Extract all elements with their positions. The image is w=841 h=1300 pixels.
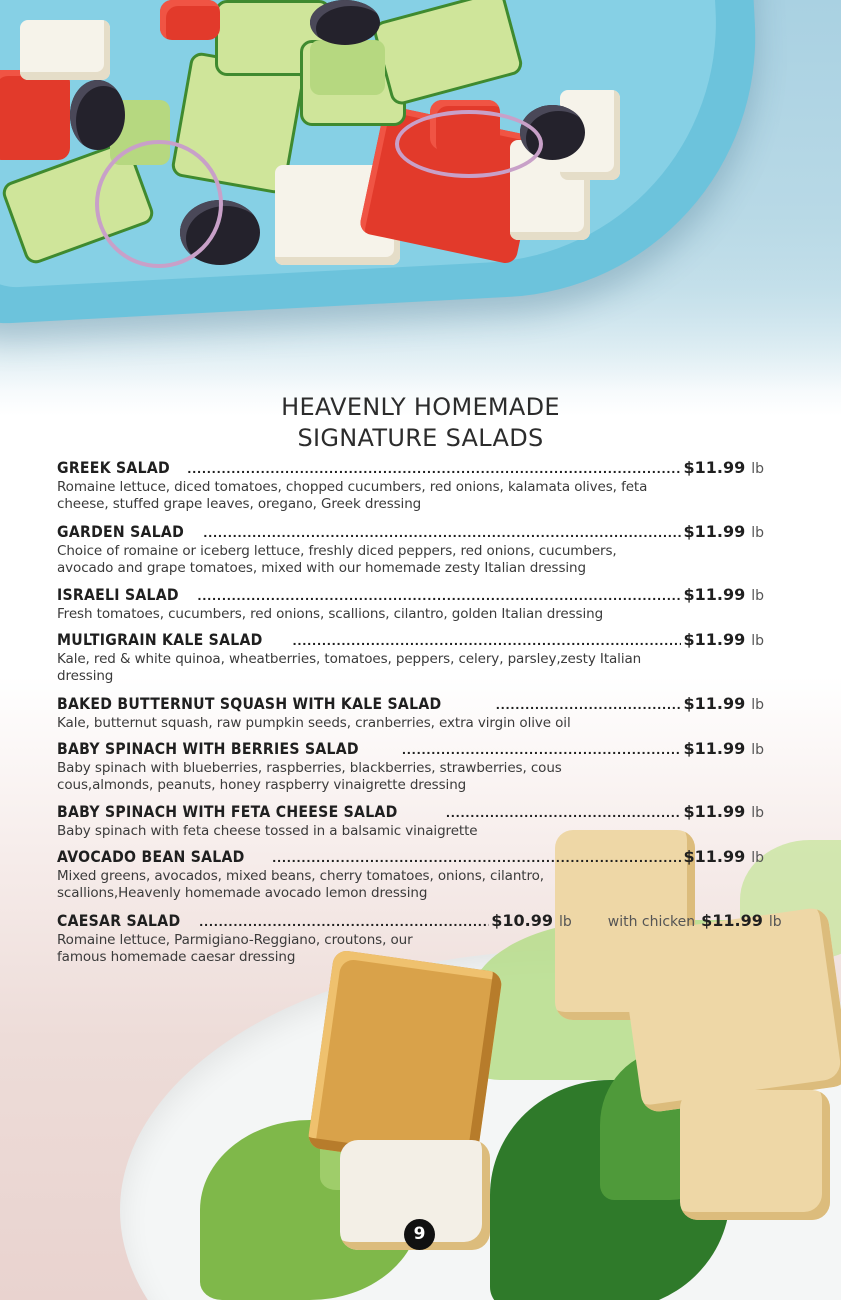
item-description: Kale, red & white quinoa, wheatberries, tomatoes, peppers, celery, parsley,zesty Italian dressing (57, 651, 642, 684)
heading-line-1: HEAVENLY HOMEMADE (281, 393, 560, 421)
with-chicken-label: with chicken (607, 914, 696, 930)
menu-item (57, 585, 764, 623)
item-description: Romaine lettuce, diced tomatoes, chopped cucumbers, red onions, kalamata olives, feta cheese, stuffed grape leaves, oregano, Greek dressing (57, 479, 648, 512)
item-price: $11.99 (683, 522, 746, 541)
item-price: $10.99 (491, 911, 553, 930)
item-name: BAKED BUTTERNUT SQUASH WITH KALE SALAD (57, 694, 442, 713)
item-unit: lb (751, 588, 764, 604)
item-price: $11.99 (683, 458, 746, 477)
dot-leader (272, 849, 681, 865)
section-heading (0, 392, 841, 454)
item-description: Baby spinach with blueberries, raspberries, blackberries, strawberries, cous cous,almonds, peanuts, honey raspberry vinaigrette dressing (57, 760, 562, 793)
item-price: $11.99 (683, 739, 746, 758)
item-unit: lb (558, 914, 572, 930)
item-name: BABY SPINACH WITH BERRIES SALAD (57, 739, 359, 758)
item-name: CAESAR SALAD (57, 911, 181, 930)
dot-leader (293, 632, 682, 648)
dot-leader (199, 913, 489, 929)
item-name: ISRAELI SALAD (57, 585, 179, 604)
dot-leader (203, 524, 681, 540)
dot-leader (198, 587, 682, 603)
item-price: $11.99 (683, 694, 746, 713)
menu-item (57, 694, 764, 732)
item-unit: lb (751, 461, 764, 477)
menu-item-caesar (57, 911, 782, 966)
dot-leader (402, 741, 681, 757)
menu-item (57, 847, 764, 902)
item-unit: lb (751, 633, 764, 649)
dot-leader (496, 696, 682, 712)
item-price: $11.99 (683, 585, 746, 604)
item-name: GARDEN SALAD (57, 522, 185, 541)
item-unit: lb (751, 805, 764, 821)
menu-item (57, 739, 764, 794)
item-description: Romaine lettuce, Parmigiano-Reggiano, croutons, our famous homemade caesar dressing (57, 932, 413, 965)
item-unit: lb (751, 742, 764, 758)
item-description: Choice of romaine or iceberg lettuce, freshly diced peppers, red onions, cucumbers, avocado and grape tomatoes, mixed with our homemade zesty Italian dressing (57, 543, 617, 576)
item-unit: lb (751, 697, 764, 713)
with-chicken-price: $11.99 (701, 911, 763, 930)
menu-item (57, 522, 764, 577)
item-description: Baby spinach with feta cheese tossed in a balsamic vinaigrette (57, 823, 478, 839)
dot-leader (187, 460, 681, 476)
item-unit: lb (751, 850, 764, 866)
item-price: $11.99 (683, 847, 746, 866)
item-name: BABY SPINACH WITH FETA CHEESE SALAD (57, 802, 398, 821)
menu-item (57, 630, 764, 685)
greek-salad-photo (0, 0, 841, 390)
item-description: Fresh tomatoes, cucumbers, red onions, scallions, cilantro, golden Italian dressing (57, 606, 604, 622)
page-number: 9 (404, 1219, 435, 1250)
item-name: AVOCADO BEAN SALAD (57, 847, 245, 866)
item-name: GREEK SALAD (57, 458, 170, 477)
item-description: Kale, butternut squash, raw pumpkin seeds, cranberries, extra virgin olive oil (57, 715, 571, 731)
heading-line-2: SIGNATURE SALADS (297, 424, 544, 452)
item-unit: lb (751, 525, 764, 541)
with-chicken-unit: lb (768, 914, 782, 930)
item-name: MULTIGRAIN KALE SALAD (57, 630, 263, 649)
item-description: Mixed greens, avocados, mixed beans, cherry tomatoes, onions, cilantro, scallions,Heavenly homemade avocado lemon dressing (57, 868, 544, 901)
item-price: $11.99 (683, 802, 746, 821)
menu-item (57, 802, 764, 840)
item-price: $11.99 (683, 630, 746, 649)
dot-leader (446, 804, 681, 820)
menu-item (57, 458, 764, 513)
